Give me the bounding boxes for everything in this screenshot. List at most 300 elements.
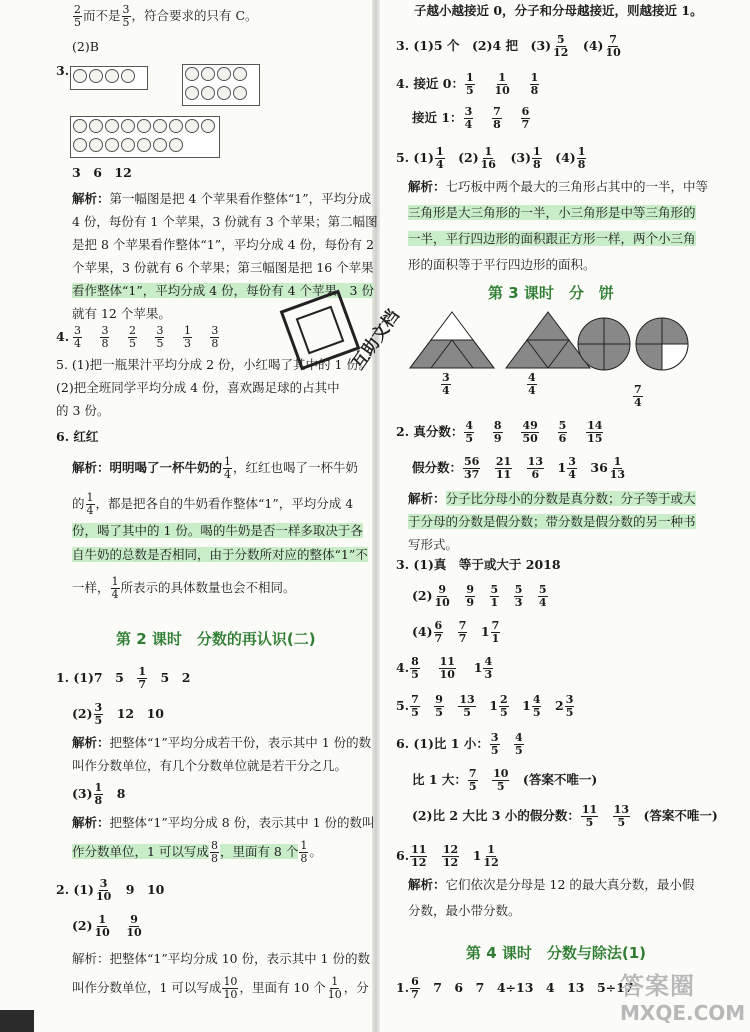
denominator: 12 xyxy=(411,856,427,869)
denominator: 5 xyxy=(496,780,505,793)
line-l1 xyxy=(72,4,258,29)
text: 而不是 xyxy=(83,8,121,23)
s3-q4 xyxy=(396,656,507,681)
denominator: 4 xyxy=(435,158,444,171)
fraction xyxy=(210,840,219,865)
denominator: 5 xyxy=(463,706,471,719)
numerator: 9 xyxy=(466,583,475,596)
denominator: 7 xyxy=(521,118,530,131)
denominator: 6 xyxy=(531,468,540,481)
denominator: 4 xyxy=(86,504,94,517)
fraction xyxy=(532,694,542,719)
apple-icon xyxy=(137,138,151,152)
note: (答案不唯一) xyxy=(522,772,598,787)
fraction xyxy=(111,576,120,601)
numerator: 9 xyxy=(435,693,443,706)
spacer xyxy=(513,460,526,475)
section-title-2: 第 2 课时 分数的再认识(二) xyxy=(116,630,316,648)
numerator: 1 xyxy=(94,781,103,794)
denominator: 7 xyxy=(411,988,419,1001)
apple-icon xyxy=(121,138,135,152)
denominator: 15 xyxy=(587,432,603,445)
q6-answer: 6. 红红 xyxy=(56,429,99,444)
text: 第一幅图是把 4 个苹果看作整体“1”，平均分成 xyxy=(109,191,372,206)
fraction xyxy=(73,4,82,29)
denominator: 10 xyxy=(126,926,142,939)
numerator: 3 xyxy=(490,731,499,744)
whole-number: 2 xyxy=(554,698,564,713)
apple-icon xyxy=(217,86,231,100)
text: 所表示的具体数量也会不相同。 xyxy=(120,580,296,595)
whole-number: 1 xyxy=(557,460,567,475)
fraction xyxy=(86,492,95,517)
denominator: 8 xyxy=(300,852,308,865)
section-title-4: 第 4 课时 分数与除法(1) xyxy=(466,944,647,962)
fraction xyxy=(482,844,499,869)
denominator: 7 xyxy=(458,632,467,645)
fraction xyxy=(458,620,468,645)
s3-q6-2 xyxy=(412,768,597,793)
text: (4) xyxy=(582,38,604,53)
spacer xyxy=(452,588,465,603)
denominator: 4 xyxy=(224,468,232,481)
text: ，符合要求的只有 C。 xyxy=(131,8,258,23)
denominator: 37 xyxy=(464,468,480,481)
s3-q7 xyxy=(396,844,513,869)
numerator: 2 xyxy=(74,3,81,16)
note: (答案不唯一) xyxy=(643,808,718,823)
s3-q5 xyxy=(396,694,588,719)
text: 4. xyxy=(396,660,410,675)
numerator: 12 xyxy=(442,843,459,856)
text: (2) xyxy=(412,588,433,603)
numerator: 1 xyxy=(613,455,622,468)
fraction xyxy=(492,768,509,793)
spacer xyxy=(494,660,507,675)
fraction xyxy=(613,804,630,829)
spacer xyxy=(627,460,640,475)
numerator: 14 xyxy=(587,419,603,432)
page-number xyxy=(0,1010,34,1032)
text: 的 3 份。 xyxy=(56,403,110,418)
text: 于分母的分数是假分数；带分数是假分数的另一种书 xyxy=(408,514,696,529)
spacer xyxy=(510,772,523,787)
fraction xyxy=(609,456,626,481)
numerator: 4 xyxy=(528,371,536,384)
fraction xyxy=(128,325,137,350)
numerator: 1 xyxy=(224,455,232,468)
fraction xyxy=(514,732,524,757)
spacer xyxy=(531,110,544,125)
numerator: 3 xyxy=(74,324,81,337)
spacer xyxy=(501,624,514,639)
denominator: 16 xyxy=(480,158,496,171)
numerator: 7 xyxy=(491,619,500,632)
fraction xyxy=(565,694,575,719)
text: 看作整体“1”，平均分成 4 份，每份有 4 个苹果，3 份 xyxy=(72,283,374,298)
text-line xyxy=(408,876,694,894)
spacer xyxy=(525,736,538,751)
apple-icon xyxy=(201,67,215,81)
spacer xyxy=(476,76,493,91)
numerator: 13 xyxy=(613,803,629,816)
fraction xyxy=(581,804,598,829)
text: 1. xyxy=(396,980,410,995)
fraction xyxy=(527,456,544,481)
denominator: 8 xyxy=(94,794,103,807)
fraction xyxy=(442,844,459,869)
numerator: 7 xyxy=(458,619,467,632)
denominator: 5 xyxy=(490,744,499,757)
fraction xyxy=(410,694,420,719)
text-line xyxy=(408,178,708,196)
numerator: 11 xyxy=(581,803,598,816)
apple-icon xyxy=(201,86,215,100)
denominator: 5 xyxy=(499,706,508,719)
denominator: 10 xyxy=(439,668,455,681)
spacer xyxy=(501,848,514,863)
apple-icon xyxy=(73,69,87,83)
label: 解析： xyxy=(72,191,110,206)
spacer xyxy=(500,588,513,603)
spacer xyxy=(165,329,181,344)
spacer xyxy=(604,424,617,439)
label: 解析： xyxy=(72,815,110,830)
mixed-number xyxy=(522,693,542,719)
text: 5. xyxy=(396,698,410,713)
apple-group-16 xyxy=(70,116,220,158)
numerator: 1 xyxy=(484,145,493,158)
spacer xyxy=(138,329,154,344)
s3-q3-1: 3. (1)真 等于或大于 2018 xyxy=(396,557,561,572)
text: 1. (1)7 5 xyxy=(56,670,124,685)
denominator: 5 xyxy=(435,706,443,719)
spacer xyxy=(83,329,99,344)
text-line xyxy=(72,814,375,832)
denominator: 10 xyxy=(605,46,621,59)
text: 解析：把整体“1”平均分成 10 份，表示其中 1 份的数 xyxy=(72,951,370,966)
text: 假分数： xyxy=(412,460,463,475)
text: 一样， xyxy=(72,580,110,595)
denominator: 12 xyxy=(483,856,499,869)
denominator: 5 xyxy=(128,337,136,350)
s4-q1 xyxy=(396,976,634,1001)
s3-q6-1 xyxy=(396,732,537,757)
fraction xyxy=(586,420,603,445)
book-spine xyxy=(372,0,380,1032)
denominator: 12 xyxy=(553,46,569,59)
numerator: 3 xyxy=(99,877,108,890)
spacer xyxy=(477,698,490,713)
apple-icon xyxy=(169,138,183,152)
numerator: 6 xyxy=(521,105,530,118)
text: 比 1 大： xyxy=(412,772,467,787)
q6-exp-line3 xyxy=(72,522,363,540)
text: 4. 接近 0： xyxy=(396,76,464,91)
spacer xyxy=(479,772,492,787)
denominator: 4 xyxy=(538,596,547,609)
fraction xyxy=(521,420,538,445)
text: ，都是把各自的牛奶看作整体“1”，平均分成 4 xyxy=(95,496,354,511)
text: 七巧板中两个最大的三角形占其中的一半，中等 xyxy=(445,179,709,194)
text-line xyxy=(72,190,371,208)
denominator: 10 xyxy=(95,890,112,903)
text: 它们依次是分母是 12 的最大真分数，最小假 xyxy=(445,877,695,892)
fraction xyxy=(491,620,501,645)
text: 。 xyxy=(309,844,322,859)
fraction xyxy=(558,420,568,445)
numerator: 9 xyxy=(130,913,138,926)
denominator: 10 xyxy=(434,596,450,609)
numerator: 8 xyxy=(411,655,419,668)
denominator: 5 xyxy=(156,337,164,350)
spacer xyxy=(524,588,537,603)
numerator: 1 xyxy=(465,71,474,84)
text-line xyxy=(408,902,521,920)
apple-icon xyxy=(121,69,135,83)
denominator: 3 xyxy=(514,596,523,609)
apple-icon xyxy=(105,138,119,152)
spacer xyxy=(504,424,521,439)
text: 就有 12 个苹果。 xyxy=(72,306,171,321)
q6-exp-line5 xyxy=(72,576,296,601)
text: ，里面有 10 个 xyxy=(239,980,326,995)
section-title-3: 第 3 课时 分 饼 xyxy=(488,284,614,302)
text: 是把 8 个苹果看作整体“1”，平均分成 4 份，每份有 2 xyxy=(72,237,374,252)
numerator: 4 xyxy=(465,419,474,432)
spacer xyxy=(481,460,494,475)
denominator: 13 xyxy=(609,468,626,481)
spacer xyxy=(110,329,126,344)
apple-icon xyxy=(89,138,103,152)
numerator: 3 xyxy=(464,105,473,118)
s2-q2-2 xyxy=(72,914,144,939)
apple-icon xyxy=(153,138,167,152)
fig-label-2 xyxy=(526,372,538,397)
text-line xyxy=(72,305,171,323)
text: 写形式。 xyxy=(408,537,459,552)
text: 6. xyxy=(396,848,410,863)
numerator: 1 xyxy=(86,491,94,504)
denominator: 3 xyxy=(183,337,191,350)
whole-number: 1 xyxy=(472,848,482,863)
text: 7 6 7 4÷13 4 13 5÷17 xyxy=(433,980,634,995)
q6-exp-line1 xyxy=(72,456,358,481)
numerator: 3 xyxy=(442,371,450,384)
denominator: 5 xyxy=(94,714,103,727)
label: 解析： xyxy=(408,877,446,892)
fraction xyxy=(499,694,509,719)
numerator: 5 xyxy=(514,583,523,596)
text: 分数，最小带分数。 xyxy=(408,903,521,918)
fraction xyxy=(122,4,131,29)
s3-q2-false xyxy=(412,456,640,481)
r-q5 xyxy=(396,146,587,171)
text: 9 10 xyxy=(125,882,165,897)
denominator: 8 xyxy=(577,158,586,171)
numerator: 21 xyxy=(495,455,512,468)
line-l2: (2)B xyxy=(72,39,99,54)
apple-group-8 xyxy=(182,64,260,106)
s3-q3-2 xyxy=(412,584,561,609)
fraction xyxy=(125,914,142,939)
fraction xyxy=(468,768,478,793)
denominator: 7 xyxy=(138,678,146,691)
fraction xyxy=(410,844,427,869)
apple-icon xyxy=(185,67,199,81)
denominator: 11 xyxy=(495,468,512,481)
mixed-number xyxy=(557,455,578,481)
text: 12 10 xyxy=(116,706,164,721)
text: ，红红也喝了一杯牛奶 xyxy=(233,460,359,475)
denominator: 50 xyxy=(522,432,538,445)
fraction xyxy=(299,840,308,865)
fraction xyxy=(435,146,445,171)
denominator: 10 xyxy=(327,988,342,1001)
whole-number: 1 xyxy=(473,660,483,675)
text: (3) xyxy=(72,786,93,801)
q4-fractions xyxy=(72,325,233,350)
denominator: 8 xyxy=(101,337,109,350)
text: (4) xyxy=(555,150,576,165)
numerator: 3 xyxy=(101,324,109,337)
denominator: 10 xyxy=(494,84,510,97)
apple-icon xyxy=(73,119,87,133)
numerator: 1 xyxy=(498,71,506,84)
denominator: 6 xyxy=(558,432,567,445)
numerator: 3 xyxy=(122,3,130,16)
text-line xyxy=(56,402,109,420)
denominator: 7 xyxy=(434,632,443,645)
text: 6. (1)比 1 小： xyxy=(396,736,489,751)
apple-icon xyxy=(185,86,199,100)
apple-icon xyxy=(105,119,119,133)
numerator: 7 xyxy=(609,33,617,46)
denominator: 10 xyxy=(223,988,238,1001)
s3-q3-4 xyxy=(412,620,514,645)
fraction xyxy=(73,325,82,350)
numerator: 6 xyxy=(434,619,443,632)
fraction xyxy=(493,420,503,445)
denominator: 4 xyxy=(111,588,119,601)
numerator: 6 xyxy=(411,975,419,988)
spacer xyxy=(542,698,555,713)
s2-q1-1 xyxy=(56,666,190,691)
mixed-number xyxy=(480,619,501,645)
mixed-number xyxy=(473,655,494,681)
numerator: 3 xyxy=(156,324,164,337)
numerator: 49 xyxy=(522,419,538,432)
fraction xyxy=(492,106,502,131)
apple-icon xyxy=(137,119,151,133)
watermark-stamp-text: 互助文档 xyxy=(348,306,404,374)
numerator: 2 xyxy=(128,324,136,337)
denominator: 4 xyxy=(464,118,473,131)
site-logo-mark: 答案圈 xyxy=(620,972,695,1000)
denominator: 8 xyxy=(211,337,219,350)
numerator: 1 xyxy=(111,575,119,588)
fraction xyxy=(530,72,540,97)
mixed-number xyxy=(590,455,627,481)
text-line xyxy=(72,734,371,752)
numerator: 2 xyxy=(499,693,508,706)
fig-label-1 xyxy=(440,372,452,397)
q6-exp-line4 xyxy=(72,546,368,564)
text: 8 xyxy=(116,786,126,801)
numerator: 5 xyxy=(538,583,547,596)
text: 5. (1) xyxy=(396,150,434,165)
text: ，分 xyxy=(343,980,369,995)
numerator: 4 xyxy=(484,655,493,668)
numerator: 5 xyxy=(490,583,499,596)
text: 形的面积等于平行四边形的面积。 xyxy=(408,257,596,272)
spacer xyxy=(468,624,481,639)
denominator: 9 xyxy=(493,432,502,445)
fraction xyxy=(514,584,524,609)
fraction xyxy=(490,732,500,757)
denominator: 10 xyxy=(94,926,110,939)
numerator: 3 xyxy=(94,701,103,714)
fig-circles xyxy=(576,316,692,372)
spacer xyxy=(193,329,209,344)
text: 5. (1)把一瓶果汁平均分成 2 份，小红喝了其中的 1 份。 xyxy=(56,357,372,372)
numerator: 3 xyxy=(568,455,576,468)
apple-icon xyxy=(121,119,135,133)
spacer xyxy=(220,329,233,344)
fraction xyxy=(527,372,537,397)
numerator: 13 xyxy=(459,693,475,706)
spacer xyxy=(475,424,492,439)
text: 叫作分数单位，1 可以写成 xyxy=(72,980,222,995)
text: 自牛奶的总数是否相同，由于分数所对应的整体“1”不 xyxy=(72,547,368,562)
denominator: 1 xyxy=(490,596,499,609)
denominator: 5 xyxy=(515,744,523,757)
whole-number: 1 xyxy=(489,698,498,713)
numerator: 13 xyxy=(527,455,543,468)
q4-number: 4. xyxy=(56,329,70,344)
q3-number: 3. xyxy=(56,63,70,78)
fraction xyxy=(210,325,219,350)
fraction xyxy=(223,456,232,481)
denominator: 3 xyxy=(484,668,493,681)
text: (3) xyxy=(510,150,531,165)
fraction xyxy=(493,72,510,97)
text-line xyxy=(408,536,458,554)
r-q4-near1 xyxy=(412,106,544,131)
fraction xyxy=(604,34,621,59)
spacer xyxy=(599,808,612,823)
text: (4) xyxy=(412,624,433,639)
text: 4 份，每份有 1 个苹果，3 份就有 3 个苹果；第二幅图 xyxy=(72,214,378,229)
text: 把整体“1”平均分成若干份，表示其中 1 份的数 xyxy=(109,735,372,750)
denominator: 8 xyxy=(530,84,539,97)
denominator: 5 xyxy=(411,706,419,719)
fraction xyxy=(464,420,474,445)
fraction xyxy=(100,325,109,350)
apple-icon xyxy=(233,67,247,81)
fraction xyxy=(441,372,451,397)
fraction xyxy=(410,656,420,681)
fraction xyxy=(490,584,500,609)
label: 解析： xyxy=(72,735,110,750)
denominator: 5 xyxy=(565,706,574,719)
text: 解析：明明喝了一杯牛奶的 xyxy=(72,460,223,475)
fraction xyxy=(439,656,456,681)
numerator: 4 xyxy=(532,693,541,706)
numerator: 8 xyxy=(210,839,218,852)
text-line xyxy=(72,213,378,231)
s2-q2-1 xyxy=(56,878,164,903)
